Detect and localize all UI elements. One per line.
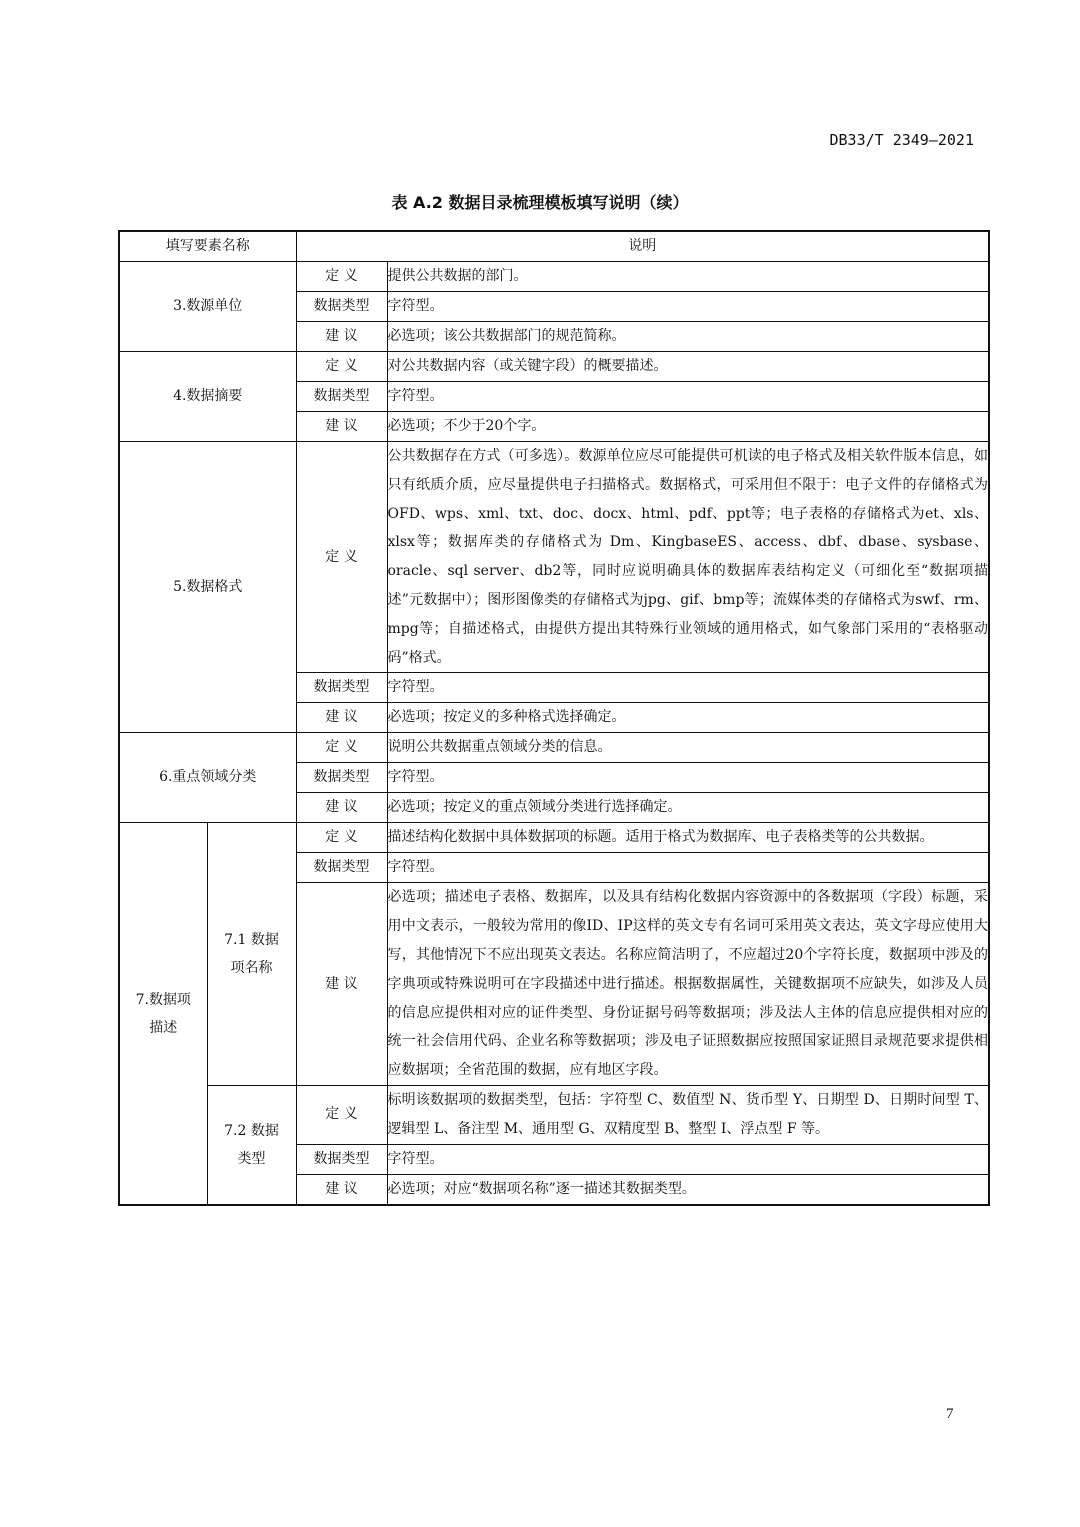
section-name-line: 描述 bbox=[149, 1019, 178, 1036]
subsection-name-line: 项名称 bbox=[230, 960, 273, 977]
section-name: 6.重点领域分类 bbox=[119, 733, 296, 823]
section-name: 3.数源单位 bbox=[119, 262, 296, 352]
label-definition: 定 义 bbox=[296, 262, 387, 292]
section-name bbox=[119, 823, 207, 1205]
table-row bbox=[119, 733, 989, 763]
table-row bbox=[119, 1085, 989, 1144]
data-type-text: 字符型。 bbox=[387, 1144, 989, 1174]
suggestion-text: 必选项；该公共数据部门的规范简称。 bbox=[387, 322, 989, 352]
label-suggestion: 建 议 bbox=[296, 412, 387, 442]
definition-text: 公共数据存在方式（可多选）。数源单位应尽可能提供可机读的电子格式及相关软件版本信息，如只有纸质介质，应尽量提供电子扫描格式。数据格式，可采用但不限于：电子文件的存储格式为 OFD、wps、xml、txt、doc、docx、html、pdf、ppt等；电子表格的存储格式为et、xls、xlsx等；数据库类的存储格式为 Dm、KingbaseES、access、dbf、dbase、sysbase、oracle、sql server、db2等，同时应说明确具体的数据库表结构定义（可细化至“数据项描述”元数据中）；图形图像类的存储格式为jpg、gif、bmp等；流媒体类的存储格式为swf、rm、mpg等；自描述格式，由提供方提出其特殊行业领域的通用格式，如气象部门采用的“表格驱动码”格式。 bbox=[387, 442, 989, 673]
table-row bbox=[119, 262, 989, 292]
data-type-text: 字符型。 bbox=[387, 292, 989, 322]
label-data-type: 数据类型 bbox=[296, 763, 387, 793]
label-definition: 定 义 bbox=[296, 823, 387, 853]
section-name: 4.数据摘要 bbox=[119, 352, 296, 442]
definition-text: 说明公共数据重点领域分类的信息。 bbox=[387, 733, 989, 763]
subsection-name bbox=[207, 1085, 296, 1205]
label-suggestion: 建 议 bbox=[296, 793, 387, 823]
label-definition: 定 义 bbox=[296, 442, 387, 673]
subsection-name bbox=[207, 823, 296, 1086]
data-type-text: 字符型。 bbox=[387, 853, 989, 883]
label-data-type: 数据类型 bbox=[296, 853, 387, 883]
section-name: 5.数据格式 bbox=[119, 442, 296, 733]
standard-code: DB33/T 2349—2021 bbox=[829, 131, 974, 149]
section-name-line: 7.数据项 bbox=[135, 991, 191, 1008]
data-type-text: 字符型。 bbox=[387, 382, 989, 412]
label-suggestion: 建 议 bbox=[296, 883, 387, 1086]
suggestion-text: 必选项；不少于20个字。 bbox=[387, 412, 989, 442]
page-number: 7 bbox=[946, 1406, 954, 1422]
suggestion-text: 必选项；按定义的多种格式选择确定。 bbox=[387, 703, 989, 733]
label-suggestion: 建 议 bbox=[296, 322, 387, 352]
data-type-text: 字符型。 bbox=[387, 673, 989, 703]
table-title: 表 A.2 数据目录梳理模板填写说明（续） bbox=[391, 193, 689, 212]
header-element-name: 填写要素名称 bbox=[119, 231, 296, 262]
label-data-type: 数据类型 bbox=[296, 673, 387, 703]
label-definition: 定 义 bbox=[296, 1085, 387, 1144]
suggestion-text: 必选项；按定义的重点领域分类进行选择确定。 bbox=[387, 793, 989, 823]
header-description: 说明 bbox=[296, 231, 989, 262]
label-suggestion: 建 议 bbox=[296, 1174, 387, 1205]
subsection-name-line: 7.1 数据 bbox=[224, 932, 279, 949]
subsection-name-line: 类型 bbox=[237, 1150, 266, 1167]
table-row bbox=[119, 442, 989, 673]
suggestion-text: 必选项；对应“数据项名称”逐一描述其数据类型。 bbox=[387, 1174, 989, 1205]
suggestion-text: 必选项；描述电子表格、数据库，以及具有结构化数据内容资源中的各数据项（字段）标题，采用中文表示，一般较为常用的像ID、IP这样的英文专有名词可采用英文表达，英文字母应使用大写，其他情况下不应出现英文表达。名称应简洁明了，不应超过20个字符长度，数据项中涉及的字典项或特殊说明可在字段描述中进行描述。根据数据属性，关键数据项不应缺失，如涉及人员的信息应提供相对应的证件类型、身份证据号码等数据项；涉及法人主体的信息应提供相对应的统一社会信用代码、企业名称等数据项；涉及电子证照数据应按照国家证照目录规范要求提供相应数据项；全省范围的数据，应有地区字段。 bbox=[387, 883, 989, 1086]
table-header-row bbox=[119, 231, 989, 262]
data-type-text: 字符型。 bbox=[387, 763, 989, 793]
subsection-name-line: 7.2 数据 bbox=[224, 1122, 279, 1139]
table-row bbox=[119, 352, 989, 382]
label-definition: 定 义 bbox=[296, 733, 387, 763]
label-definition: 定 义 bbox=[296, 352, 387, 382]
spec-table bbox=[118, 230, 990, 1206]
label-data-type: 数据类型 bbox=[296, 382, 387, 412]
label-suggestion: 建 议 bbox=[296, 703, 387, 733]
label-data-type: 数据类型 bbox=[296, 1144, 387, 1174]
table-row bbox=[119, 823, 989, 853]
label-data-type: 数据类型 bbox=[296, 292, 387, 322]
definition-text: 描述结构化数据中具体数据项的标题。适用于格式为数据库、电子表格类等的公共数据。 bbox=[387, 823, 989, 853]
definition-text: 对公共数据内容（或关键字段）的概要描述。 bbox=[387, 352, 989, 382]
definition-text: 提供公共数据的部门。 bbox=[387, 262, 989, 292]
definition-text: 标明该数据项的数据类型，包括：字符型 C、数值型 N、货币型 Y、日期型 D、日期时间型 T、逻辑型 L、备注型 M、通用型 G、双精度型 B、整型 I、浮点型 F 等。 bbox=[387, 1085, 989, 1144]
